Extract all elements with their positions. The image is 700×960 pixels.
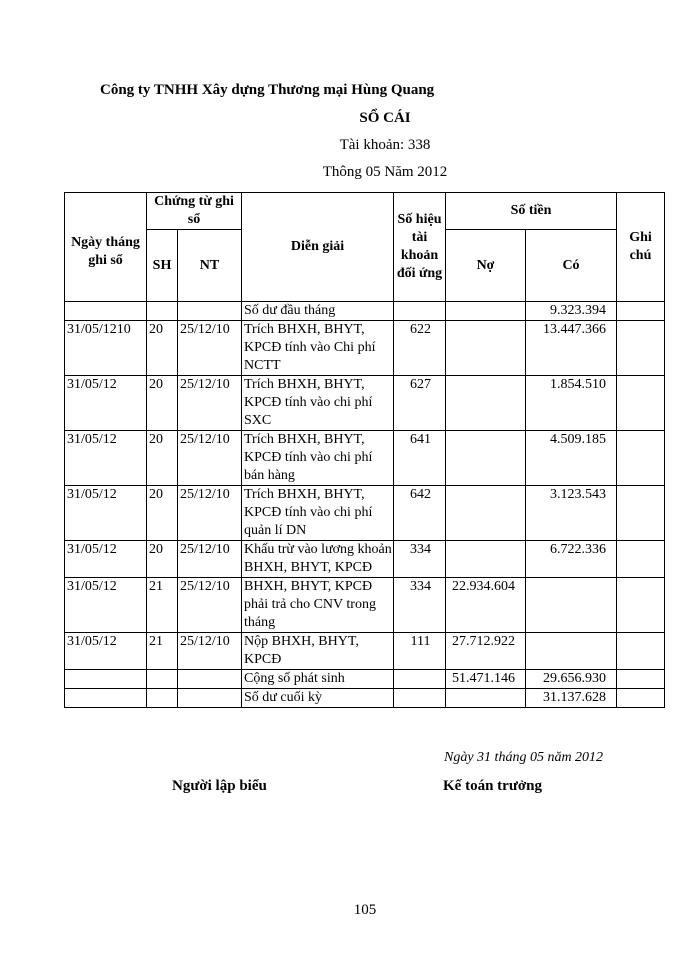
cell-description: Trích BHXH, BHYT, KPCĐ tính vào chi phí bán hàng: [242, 431, 394, 486]
cell-note: [617, 376, 665, 431]
cell-sh: 20: [147, 321, 178, 376]
cell-contra-account: [394, 302, 446, 321]
cell-credit: 29.656.930: [526, 670, 617, 689]
cell-debit: 51.471.146: [446, 670, 526, 689]
table-row: [65, 578, 665, 633]
cell-description: Số dư cuối kỳ: [242, 689, 394, 708]
cell-contra-account: 641: [394, 431, 446, 486]
ledger-title: SỔ CÁI: [359, 110, 411, 126]
cell-debit: [446, 486, 526, 541]
table-row: [65, 689, 665, 708]
cell-date: 31/05/12: [65, 633, 147, 670]
cell-contra-account: 334: [394, 541, 446, 578]
cell-credit: 31.137.628: [526, 689, 617, 708]
company-name: Công ty TNHH Xây dựng Thương mại Hùng Quang: [100, 82, 435, 98]
table-row: [65, 302, 665, 321]
cell-note: [617, 486, 665, 541]
cell-debit: [446, 689, 526, 708]
cell-sh: 21: [147, 578, 178, 633]
cell-description: Cộng số phát sinh: [242, 670, 394, 689]
table-row: [65, 633, 665, 670]
cell-nt: [178, 302, 242, 321]
cell-note: [617, 431, 665, 486]
cell-date: [65, 689, 147, 708]
header-description: Diễn giải: [242, 193, 394, 302]
period: Thông 05 Năm 2012: [322, 164, 448, 180]
cell-description: Khấu trừ vào lương khoản BHXH, BHYT, KPCĐ: [242, 541, 394, 578]
cell-nt: 25/12/10: [178, 633, 242, 670]
cell-debit: 27.712.922: [446, 633, 526, 670]
header-sh: SH: [147, 230, 178, 302]
cell-description: BHXH, BHYT, KPCĐ phải trả cho CNV trong tháng: [242, 578, 394, 633]
cell-sh: 20: [147, 541, 178, 578]
cell-nt: 25/12/10: [178, 376, 242, 431]
cell-contra-account: 642: [394, 486, 446, 541]
cell-nt: 25/12/10: [178, 321, 242, 376]
cell-sh: 20: [147, 376, 178, 431]
cell-note: [617, 689, 665, 708]
header-voucher: Chứng từ ghi sổ: [147, 193, 242, 230]
account-number: Tài khoản: 338: [339, 137, 431, 153]
cell-credit: [526, 578, 617, 633]
chief-accountant-label: Kế toán trưởng: [443, 778, 542, 794]
cell-description: Số dư đầu tháng: [242, 302, 394, 321]
cell-date: [65, 302, 147, 321]
cell-note: [617, 302, 665, 321]
cell-credit: 4.509.185: [526, 431, 617, 486]
cell-date: 31/05/12: [65, 486, 147, 541]
table-row: [65, 321, 665, 376]
cell-nt: 25/12/10: [178, 578, 242, 633]
cell-date: 31/05/12: [65, 578, 147, 633]
cell-note: [617, 321, 665, 376]
cell-note: [617, 578, 665, 633]
header-contra-account: Số hiệu tài khoản đối ứng: [394, 193, 446, 302]
cell-contra-account: 111: [394, 633, 446, 670]
cell-sh: 20: [147, 486, 178, 541]
cell-debit: 22.934.604: [446, 578, 526, 633]
header-amount: Số tiền: [446, 193, 617, 230]
header-debit: Nợ: [446, 230, 526, 302]
cell-date: 31/05/12: [65, 376, 147, 431]
cell-nt: 25/12/10: [178, 486, 242, 541]
cell-description: Trích BHXH, BHYT, KPCĐ tính vào chi phí SXC: [242, 376, 394, 431]
ledger-table: [64, 192, 665, 708]
cell-note: [617, 633, 665, 670]
cell-contra-account: 627: [394, 376, 446, 431]
cell-credit: 6.722.336: [526, 541, 617, 578]
cell-debit: [446, 541, 526, 578]
table-row: [65, 486, 665, 541]
cell-debit: [446, 321, 526, 376]
cell-description: Trích BHXH, BHYT, KPCĐ tính vào chi phí quản lí DN: [242, 486, 394, 541]
cell-date: 31/05/1210: [65, 321, 147, 376]
sign-date: Ngày 31 tháng 05 năm 2012: [444, 750, 604, 765]
cell-contra-account: 622: [394, 321, 446, 376]
header-date: Ngày tháng ghi sổ: [65, 193, 147, 302]
cell-sh: [147, 302, 178, 321]
cell-credit: 3.123.543: [526, 486, 617, 541]
cell-sh: [147, 670, 178, 689]
table-row: [65, 431, 665, 486]
cell-nt: 25/12/10: [178, 541, 242, 578]
page-number: 105: [353, 902, 377, 918]
cell-contra-account: [394, 689, 446, 708]
cell-date: 31/05/12: [65, 431, 147, 486]
cell-sh: [147, 689, 178, 708]
cell-contra-account: 334: [394, 578, 446, 633]
cell-sh: 21: [147, 633, 178, 670]
cell-credit: 9.323.394: [526, 302, 617, 321]
cell-contra-account: [394, 670, 446, 689]
cell-debit: [446, 302, 526, 321]
cell-note: [617, 670, 665, 689]
header-note: Ghi chú: [617, 193, 665, 302]
header-nt: NT: [178, 230, 242, 302]
cell-nt: [178, 670, 242, 689]
header-credit: Có: [526, 230, 617, 302]
table-row: [65, 541, 665, 578]
cell-credit: [526, 633, 617, 670]
cell-credit: 13.447.366: [526, 321, 617, 376]
cell-description: Trích BHXH, BHYT, KPCĐ tính vào Chi phí NCTT: [242, 321, 394, 376]
cell-description: Nộp BHXH, BHYT, KPCĐ: [242, 633, 394, 670]
preparer-label: Người lập biểu: [172, 778, 267, 794]
cell-sh: 20: [147, 431, 178, 486]
table-row: [65, 376, 665, 431]
table-row: [65, 670, 665, 689]
cell-nt: [178, 689, 242, 708]
cell-date: [65, 670, 147, 689]
cell-nt: 25/12/10: [178, 431, 242, 486]
cell-debit: [446, 376, 526, 431]
cell-credit: 1.854.510: [526, 376, 617, 431]
cell-note: [617, 541, 665, 578]
cell-date: 31/05/12: [65, 541, 147, 578]
cell-debit: [446, 431, 526, 486]
